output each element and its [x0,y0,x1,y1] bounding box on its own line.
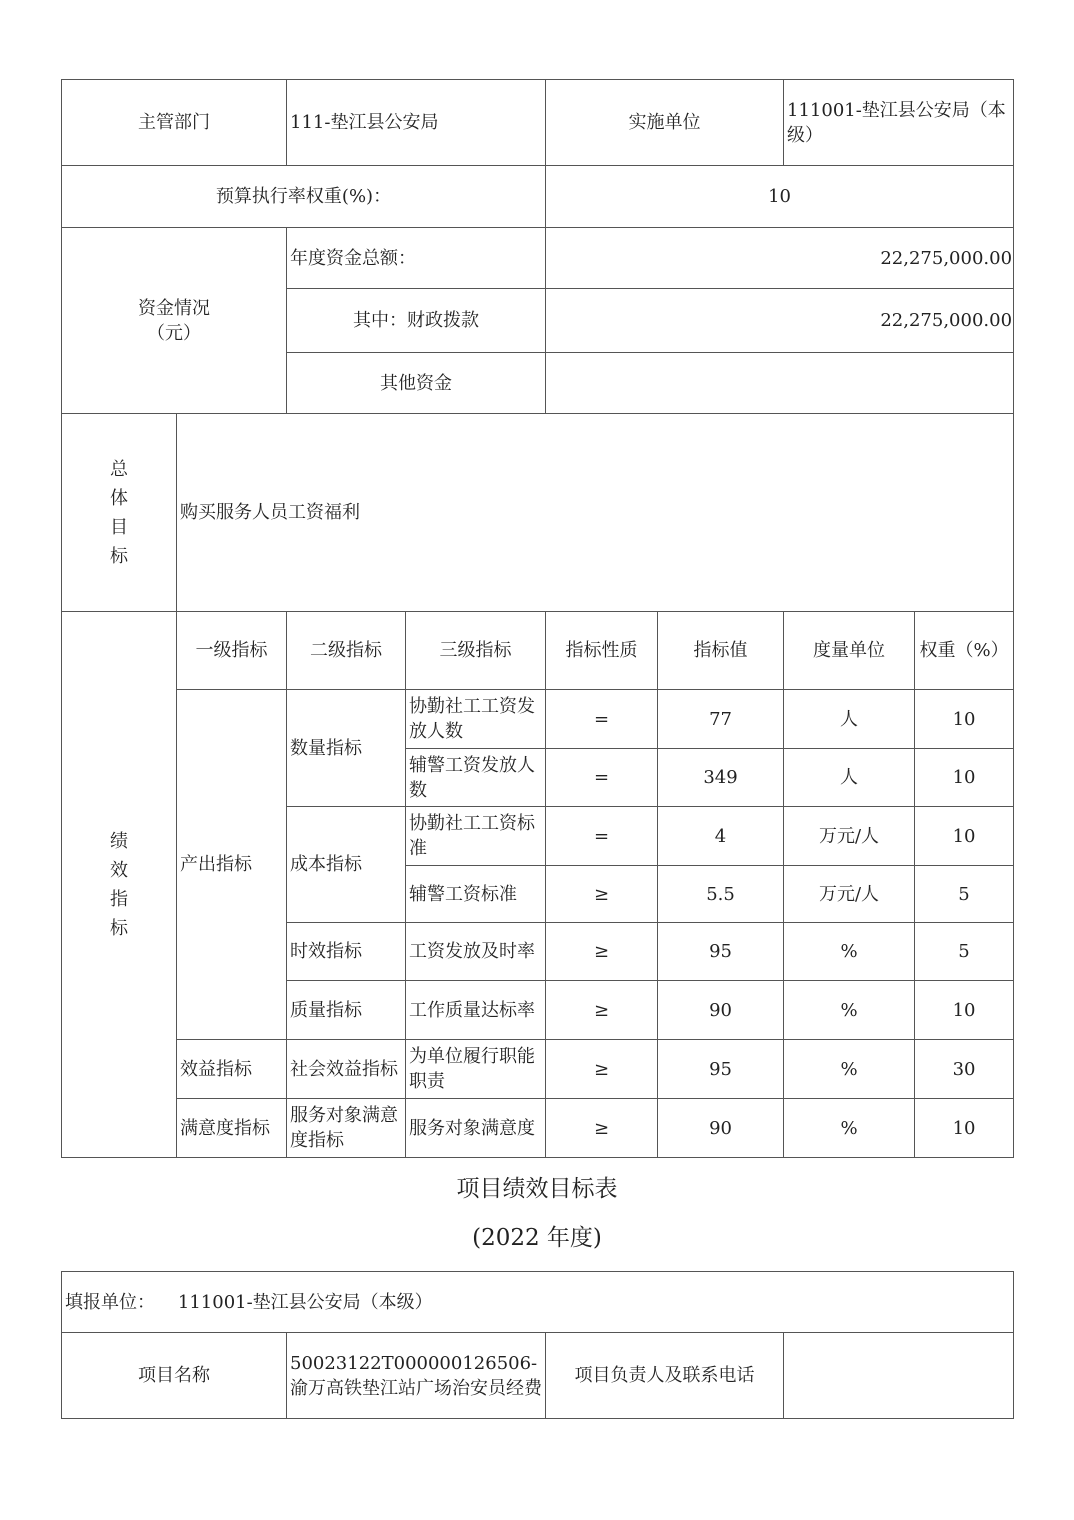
indicator-name: 为单位履行职能职责 [406,1040,546,1099]
indicator-weight: 5 [915,923,1014,981]
indicator-weight: 5 [915,866,1014,923]
indicator-weight: 10 [915,807,1014,866]
indicator-name: 辅警工资标准 [406,866,546,923]
goal-label-char: 目 [110,516,128,538]
level2-cost: 成本指标 [287,807,406,923]
indicator-unit: 万元/人 [784,866,915,923]
indicator-value: 77 [658,690,784,749]
project-name-value: 50023122T000000126506-渝万高铁垫江站广场治安员经费 [287,1333,546,1419]
indicator-nature: = [546,690,658,749]
performance-label-char: 标 [110,917,128,939]
level2-quality: 质量指标 [287,981,406,1040]
indicator-value: 349 [658,749,784,807]
indicator-unit: 人 [784,690,915,749]
performance-label-char: 绩 [110,830,128,852]
indicator-unit: % [784,923,915,981]
budget-weight-value: 10 [546,166,1014,228]
funds-fiscal-value: 22,275,000.00 [546,289,1014,353]
column-header: 一级指标 [177,612,287,690]
indicator-value: 95 [658,923,784,981]
performance-target-table [61,79,1014,1158]
indicator-nature: ≥ [546,981,658,1040]
dept-label: 主管部门 [62,80,287,166]
indicator-nature: ≥ [546,866,658,923]
document-year: (2022 年度) [472,1225,602,1251]
indicator-value: 90 [658,1099,784,1158]
project-leader-label: 项目负责人及联系电话 [546,1333,784,1419]
indicator-unit: 万元/人 [784,807,915,866]
indicator-unit: 人 [784,749,915,807]
indicator-unit: % [784,1040,915,1099]
column-header: 二级指标 [287,612,406,690]
indicator-weight: 10 [915,981,1014,1040]
table-row [62,1040,1014,1099]
column-header: 权重（%） [915,612,1014,690]
funds-label-text: 资金情况（元） [138,297,210,344]
impl-unit-label: 实施单位 [546,80,784,166]
indicator-name: 协勤社工工资发放人数 [406,690,546,749]
level2-service-satisfaction: 服务对象满意度指标 [287,1099,406,1158]
indicator-name: 服务对象满意度 [406,1099,546,1158]
document-title: 项目绩效目标表 [456,1176,618,1202]
indicator-nature: ≥ [546,1040,658,1099]
performance-label-char: 指 [110,888,128,910]
goal-label [62,414,177,612]
indicator-name: 协勤社工工资标准 [406,807,546,866]
fill-unit: 填报单位： 111001-垫江县公安局（本级） [62,1272,1014,1333]
level1-benefit: 效益指标 [177,1040,287,1099]
indicator-unit: % [784,981,915,1040]
project-leader-value [784,1333,1014,1419]
funds-fiscal-label: 其中：财政拨款 [287,289,546,353]
project-name-label: 项目名称 [62,1333,287,1419]
level2-quantity: 数量指标 [287,690,406,807]
indicator-name: 辅警工资发放人数 [406,749,546,807]
funds-other-label: 其他资金 [287,353,546,414]
impl-unit-value: 111001-垫江县公安局（本级） [784,80,1014,166]
level1-satisfaction: 满意度指标 [177,1099,287,1158]
funds-total-label: 年度资金总额： [287,228,546,289]
goal-label-char: 体 [110,487,128,509]
indicator-nature: ≥ [546,1099,658,1158]
dept-value: 111-垫江县公安局 [287,80,546,166]
indicator-nature: = [546,807,658,866]
goal-label-char: 总 [110,458,128,480]
performance-label-char: 效 [110,859,128,881]
goal-label-char: 标 [110,545,128,567]
indicator-value: 5.5 [658,866,784,923]
indicator-unit: % [784,1099,915,1158]
indicator-weight: 10 [915,690,1014,749]
performance-label [62,612,177,1158]
indicator-value: 4 [658,807,784,866]
funds-other-value [546,353,1014,414]
indicator-nature: = [546,749,658,807]
project-info-table [61,1271,1014,1419]
column-header: 指标性质 [546,612,658,690]
indicator-value: 95 [658,1040,784,1099]
funds-total-value: 22,275,000.00 [546,228,1014,289]
level1-output: 产出指标 [177,690,287,1040]
indicator-name: 工作质量达标率 [406,981,546,1040]
column-header: 指标值 [658,612,784,690]
level2-social-benefit: 社会效益指标 [287,1040,406,1099]
indicator-nature: ≥ [546,923,658,981]
column-header: 三级指标 [406,612,546,690]
level2-timeliness: 时效指标 [287,923,406,981]
indicator-name: 工资发放及时率 [406,923,546,981]
indicator-value: 90 [658,981,784,1040]
table-row [62,690,1014,749]
indicator-weight: 30 [915,1040,1014,1099]
funds-label [62,228,287,414]
budget-weight-label: 预算执行率权重(%)： [62,166,546,228]
table-row [62,1099,1014,1158]
goal-text: 购买服务人员工资福利 [177,414,1014,612]
indicator-weight: 10 [915,1099,1014,1158]
column-header: 度量单位 [784,612,915,690]
indicator-weight: 10 [915,749,1014,807]
